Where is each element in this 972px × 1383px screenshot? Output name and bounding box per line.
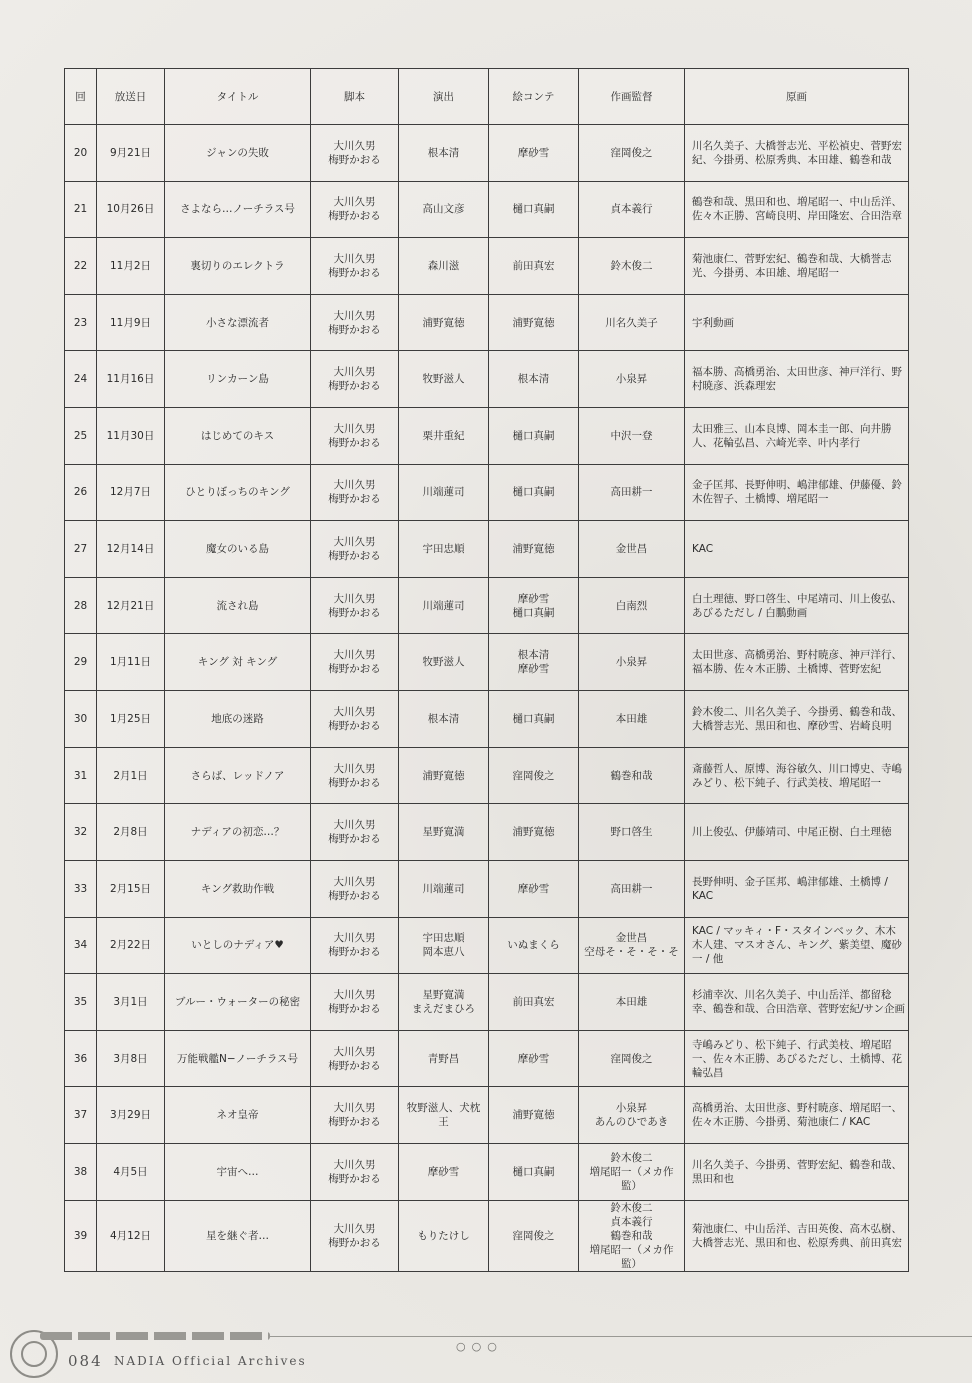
cell-storyboard: 前田真宏 xyxy=(489,238,579,295)
cell-air-date: 10月26日 xyxy=(97,181,165,238)
table-row xyxy=(65,521,909,578)
cell-storyboard: 摩砂雪 xyxy=(489,125,579,182)
header-air-date: 放送日 xyxy=(97,69,165,125)
book-title: NADIA Official Archives xyxy=(114,1354,307,1368)
cell-episode: 24 xyxy=(65,351,97,408)
cell-air-date: 4月5日 xyxy=(97,1143,165,1200)
table-row xyxy=(65,804,909,861)
table-row xyxy=(65,408,909,465)
cell-title: いとしのナディア♥ xyxy=(165,917,311,974)
cell-storyboard: 根本清 xyxy=(489,351,579,408)
header-script: 脚本 xyxy=(311,69,399,125)
cell-direction: 川端蓮司 xyxy=(399,860,489,917)
cell-storyboard: 窪岡俊之 xyxy=(489,747,579,804)
header-storyboard: 絵コンテ xyxy=(489,69,579,125)
cell-storyboard: 浦野寛徳 xyxy=(489,804,579,861)
table-header-row xyxy=(65,69,909,125)
cell-storyboard: 樋口真嗣 xyxy=(489,181,579,238)
cell-direction: 牧野滋人、犬枕王 xyxy=(399,1087,489,1144)
cell-script: 大川久男 梅野かおる xyxy=(311,917,399,974)
cell-episode: 33 xyxy=(65,860,97,917)
cell-direction: 川端蓮司 xyxy=(399,577,489,634)
cell-script: 大川久男 梅野かおる xyxy=(311,1200,399,1271)
cell-script: 大川久男 梅野かおる xyxy=(311,691,399,748)
cell-episode: 32 xyxy=(65,804,97,861)
cell-key-animation: 白土理徳、野口啓生、中尾靖司、川上俊弘、あびるただし / 白鵬動画 xyxy=(685,577,909,634)
cell-script: 大川久男 梅野かおる xyxy=(311,181,399,238)
cell-animation-director: 高田耕一 xyxy=(579,860,685,917)
cell-direction: 宇田忠順 岡本恵八 xyxy=(399,917,489,974)
cell-key-animation: KAC / マッキィ・F・スタインベック、木木木人建、マスオさん、キング、紫美望、魔砂一 / 他 xyxy=(685,917,909,974)
cell-air-date: 3月8日 xyxy=(97,1030,165,1087)
cell-direction: 栗井重紀 xyxy=(399,408,489,465)
cell-air-date: 9月21日 xyxy=(97,125,165,182)
cell-direction: 星野寛満 まえだまひろ xyxy=(399,974,489,1031)
cell-air-date: 11月16日 xyxy=(97,351,165,408)
cell-title: 裏切りのエレクトラ xyxy=(165,238,311,295)
cell-air-date: 12月7日 xyxy=(97,464,165,521)
cell-storyboard: 窪岡俊之 xyxy=(489,1200,579,1271)
cell-direction: 青野昌 xyxy=(399,1030,489,1087)
cell-air-date: 2月22日 xyxy=(97,917,165,974)
cell-title: 星を継ぐ者… xyxy=(165,1200,311,1271)
cell-key-animation: 川名久美子、大橋誉志光、平松禎史、菅野宏紀、今掛勇、松原秀典、本田雄、鶴巻和哉 xyxy=(685,125,909,182)
cell-script: 大川久男 梅野かおる xyxy=(311,464,399,521)
header-episode: 回 xyxy=(65,69,97,125)
table-row xyxy=(65,181,909,238)
cell-script: 大川久男 梅野かおる xyxy=(311,804,399,861)
table-row xyxy=(65,634,909,691)
cell-air-date: 11月2日 xyxy=(97,238,165,295)
cell-key-animation: 鶴巻和哉、黒田和也、増尾昭一、中山岳洋、佐々木正勝、宮崎良明、岸田隆宏、合田浩章 xyxy=(685,181,909,238)
cell-direction: 根本清 xyxy=(399,125,489,182)
cell-episode: 20 xyxy=(65,125,97,182)
header-title: タイトル xyxy=(165,69,311,125)
cell-script: 大川久男 梅野かおる xyxy=(311,1143,399,1200)
cell-episode: 31 xyxy=(65,747,97,804)
cell-storyboard: いぬまくら xyxy=(489,917,579,974)
cell-storyboard: 浦野寛徳 xyxy=(489,521,579,578)
cell-script: 大川久男 梅野かおる xyxy=(311,577,399,634)
cell-script: 大川久男 梅野かおる xyxy=(311,747,399,804)
cell-script: 大川久男 梅野かおる xyxy=(311,351,399,408)
cell-storyboard: 摩砂雪 xyxy=(489,1030,579,1087)
cell-storyboard: 摩砂雪 樋口真嗣 xyxy=(489,577,579,634)
cell-animation-director: 小泉昇 xyxy=(579,351,685,408)
table-row xyxy=(65,1030,909,1087)
cell-episode: 29 xyxy=(65,634,97,691)
cell-title: 魔女のいる島 xyxy=(165,521,311,578)
cell-air-date: 1月25日 xyxy=(97,691,165,748)
header-key-animation: 原画 xyxy=(685,69,909,125)
cell-title: キング救助作戦 xyxy=(165,860,311,917)
cell-storyboard: 樋口真嗣 xyxy=(489,464,579,521)
cell-key-animation: 斎藤哲人、原博、海谷敏久、川口博史、寺嶋みどり、松下純子、行武美枝、増尾昭一 xyxy=(685,747,909,804)
cell-storyboard: 浦野寛徳 xyxy=(489,1087,579,1144)
cell-episode: 36 xyxy=(65,1030,97,1087)
cell-title: ジャンの失敗 xyxy=(165,125,311,182)
cell-key-animation: 川名久美子、今掛勇、菅野宏紀、鶴巻和哉、黒田和也 xyxy=(685,1143,909,1200)
table-row xyxy=(65,1087,909,1144)
cell-animation-director: 金世昌 空母そ・そ・そ・そ xyxy=(579,917,685,974)
header-animation-director: 作画監督 xyxy=(579,69,685,125)
cell-air-date: 3月29日 xyxy=(97,1087,165,1144)
cell-key-animation: 宇利動画 xyxy=(685,294,909,351)
cell-episode: 37 xyxy=(65,1087,97,1144)
cell-air-date: 12月14日 xyxy=(97,521,165,578)
cell-storyboard: 樋口真嗣 xyxy=(489,1143,579,1200)
cell-air-date: 2月1日 xyxy=(97,747,165,804)
cell-script: 大川久男 梅野かおる xyxy=(311,294,399,351)
cell-key-animation: 杉浦幸次、川名久美子、中山岳洋、都留稔幸、鶴巻和哉、合田浩章、菅野宏紀/サン企画 xyxy=(685,974,909,1031)
cell-episode: 30 xyxy=(65,691,97,748)
cell-key-animation: 菊池康仁、中山岳洋、吉田英俊、高木弘樹、大橋誉志光、黒田和也、松原秀典、前田真宏 xyxy=(685,1200,909,1271)
episode-staff-table xyxy=(64,68,909,1272)
table-row xyxy=(65,860,909,917)
cell-animation-director: 高田耕一 xyxy=(579,464,685,521)
cell-script: 大川久男 梅野かおる xyxy=(311,860,399,917)
cell-direction: 根本清 xyxy=(399,691,489,748)
cell-animation-director: 本田雄 xyxy=(579,974,685,1031)
table-row xyxy=(65,125,909,182)
cell-title: リンカーン島 xyxy=(165,351,311,408)
cell-title: さらば、レッドノア xyxy=(165,747,311,804)
cell-key-animation: 川上俊弘、伊藤靖司、中尾正樹、白土理徳 xyxy=(685,804,909,861)
cell-episode: 28 xyxy=(65,577,97,634)
cell-storyboard: 浦野寛徳 xyxy=(489,294,579,351)
cell-animation-director: 金世昌 xyxy=(579,521,685,578)
cell-animation-director: 鶴巻和哉 xyxy=(579,747,685,804)
cell-episode: 38 xyxy=(65,1143,97,1200)
cell-air-date: 12月21日 xyxy=(97,577,165,634)
cell-script: 大川久男 梅野かおる xyxy=(311,634,399,691)
table-row xyxy=(65,351,909,408)
cell-episode: 26 xyxy=(65,464,97,521)
cell-key-animation: KAC xyxy=(685,521,909,578)
cell-animation-director: 本田雄 xyxy=(579,691,685,748)
table-row xyxy=(65,1200,909,1271)
table-row xyxy=(65,238,909,295)
cell-key-animation: 太田世彦、高橋勇治、野村暁彦、神戸洋行、福本勝、佐々木正勝、土橋博、菅野宏紀 xyxy=(685,634,909,691)
cell-key-animation: 太田雅三、山本良博、岡本圭一郎、向井勝人、花輪弘昌、六崎光幸、叶内孝行 xyxy=(685,408,909,465)
table-row xyxy=(65,747,909,804)
cell-key-animation: 高橋勇治、太田世彦、野村暁彦、増尾昭一、佐々木正勝、今掛勇、菊池康仁 / KAC xyxy=(685,1087,909,1144)
cell-title: 地底の迷路 xyxy=(165,691,311,748)
cell-title: ナディアの初恋…？ xyxy=(165,804,311,861)
cell-key-animation: 寺嶋みどり、松下純子、行武美枝、増尾昭一、佐々木正勝、あびるただし、土橋博、花輪弘昌 xyxy=(685,1030,909,1087)
cell-animation-director: 白南烈 xyxy=(579,577,685,634)
cell-storyboard: 前田真宏 xyxy=(489,974,579,1031)
cell-direction: 牧野滋人 xyxy=(399,634,489,691)
cell-script: 大川久男 梅野かおる xyxy=(311,974,399,1031)
cell-animation-director: 窪岡俊之 xyxy=(579,1030,685,1087)
header-direction: 演出 xyxy=(399,69,489,125)
cell-key-animation: 福本勝、高橋勇治、太田世彦、神戸洋行、野村暁彦、浜森理宏 xyxy=(685,351,909,408)
cell-episode: 35 xyxy=(65,974,97,1031)
cell-air-date: 2月8日 xyxy=(97,804,165,861)
cell-title: ひとりぼっちのキング xyxy=(165,464,311,521)
table-row xyxy=(65,1143,909,1200)
cell-animation-director: 中沢一登 xyxy=(579,408,685,465)
cell-animation-director: 野口啓生 xyxy=(579,804,685,861)
footer-bar-ornament xyxy=(40,1332,270,1340)
footer-divider xyxy=(270,1336,972,1337)
cell-direction: 森川滋 xyxy=(399,238,489,295)
cell-title: ブルー・ウォーターの秘密 xyxy=(165,974,311,1031)
cell-direction: 浦野寛徳 xyxy=(399,747,489,804)
cell-storyboard: 根本清 摩砂雪 xyxy=(489,634,579,691)
cell-animation-director: 鈴木俊二 増尾昭一（メカ作監） xyxy=(579,1143,685,1200)
table-row xyxy=(65,464,909,521)
cell-direction: 川端蓮司 xyxy=(399,464,489,521)
cell-script: 大川久男 梅野かおる xyxy=(311,1087,399,1144)
cell-air-date: 11月9日 xyxy=(97,294,165,351)
cell-episode: 39 xyxy=(65,1200,97,1271)
cell-script: 大川久男 梅野かおる xyxy=(311,125,399,182)
cell-script: 大川久男 梅野かおる xyxy=(311,408,399,465)
cell-script: 大川久男 梅野かおる xyxy=(311,521,399,578)
table-row xyxy=(65,691,909,748)
cell-direction: 牧野滋人 xyxy=(399,351,489,408)
cell-direction: 摩砂雪 xyxy=(399,1143,489,1200)
cell-key-animation: 金子匡邦、長野伸明、嶋津郁雄、伊藤優、鈴木佐智子、土橋博、増尾昭一 xyxy=(685,464,909,521)
cell-episode: 25 xyxy=(65,408,97,465)
cell-animation-director: 小泉昇 xyxy=(579,634,685,691)
cell-title: はじめてのキス xyxy=(165,408,311,465)
cell-animation-director: 小泉昇 あんのひであき xyxy=(579,1087,685,1144)
cell-animation-director: 鈴木俊二 xyxy=(579,238,685,295)
cell-episode: 23 xyxy=(65,294,97,351)
cell-animation-director: 川名久美子 xyxy=(579,294,685,351)
cell-title: ネオ皇帝 xyxy=(165,1087,311,1144)
cell-episode: 21 xyxy=(65,181,97,238)
cell-title: 宇宙へ… xyxy=(165,1143,311,1200)
cell-direction: 星野寛満 xyxy=(399,804,489,861)
cell-air-date: 11月30日 xyxy=(97,408,165,465)
cell-storyboard: 樋口真嗣 xyxy=(489,408,579,465)
cell-key-animation: 菊池康仁、菅野宏紀、鶴巻和哉、大橋誉志光、今掛勇、本田雄、増尾昭一 xyxy=(685,238,909,295)
cell-key-animation: 長野伸明、金子匡邦、嶋津郁雄、土橋博 / KAC xyxy=(685,860,909,917)
table-row xyxy=(65,974,909,1031)
cell-direction: 浦野寛徳 xyxy=(399,294,489,351)
cell-title: さよなら…ノーチラス号 xyxy=(165,181,311,238)
cell-title: キング 対 キング xyxy=(165,634,311,691)
cell-animation-director: 貞本義行 xyxy=(579,181,685,238)
cell-title: 万能戦艦N−ノーチラス号 xyxy=(165,1030,311,1087)
cell-air-date: 2月15日 xyxy=(97,860,165,917)
cell-episode: 27 xyxy=(65,521,97,578)
table-row xyxy=(65,294,909,351)
cell-title: 小さな漂流者 xyxy=(165,294,311,351)
page-number: 084 xyxy=(68,1352,103,1370)
cell-storyboard: 樋口真嗣 xyxy=(489,691,579,748)
cell-animation-director: 鈴木俊二 貞本義行 鶴巻和哉 増尾昭一（メカ作監） xyxy=(579,1200,685,1271)
cell-air-date: 1月11日 xyxy=(97,634,165,691)
cell-direction: もりたけし xyxy=(399,1200,489,1271)
footer-dots: ○○○ xyxy=(456,1340,503,1353)
cell-air-date: 3月1日 xyxy=(97,974,165,1031)
cell-script: 大川久男 梅野かおる xyxy=(311,238,399,295)
cell-storyboard: 摩砂雪 xyxy=(489,860,579,917)
cell-animation-director: 窪岡俊之 xyxy=(579,125,685,182)
cell-script: 大川久男 梅野かおる xyxy=(311,1030,399,1087)
table-row xyxy=(65,577,909,634)
cell-direction: 宇田忠順 xyxy=(399,521,489,578)
cell-episode: 34 xyxy=(65,917,97,974)
cell-episode: 22 xyxy=(65,238,97,295)
table-row xyxy=(65,917,909,974)
cell-air-date: 4月12日 xyxy=(97,1200,165,1271)
cell-key-animation: 鈴木俊二、川名久美子、今掛勇、鶴巻和哉、大橋誉志光、黒田和也、摩砂雪、岩崎良明 xyxy=(685,691,909,748)
cell-direction: 高山文彦 xyxy=(399,181,489,238)
cell-title: 流され島 xyxy=(165,577,311,634)
